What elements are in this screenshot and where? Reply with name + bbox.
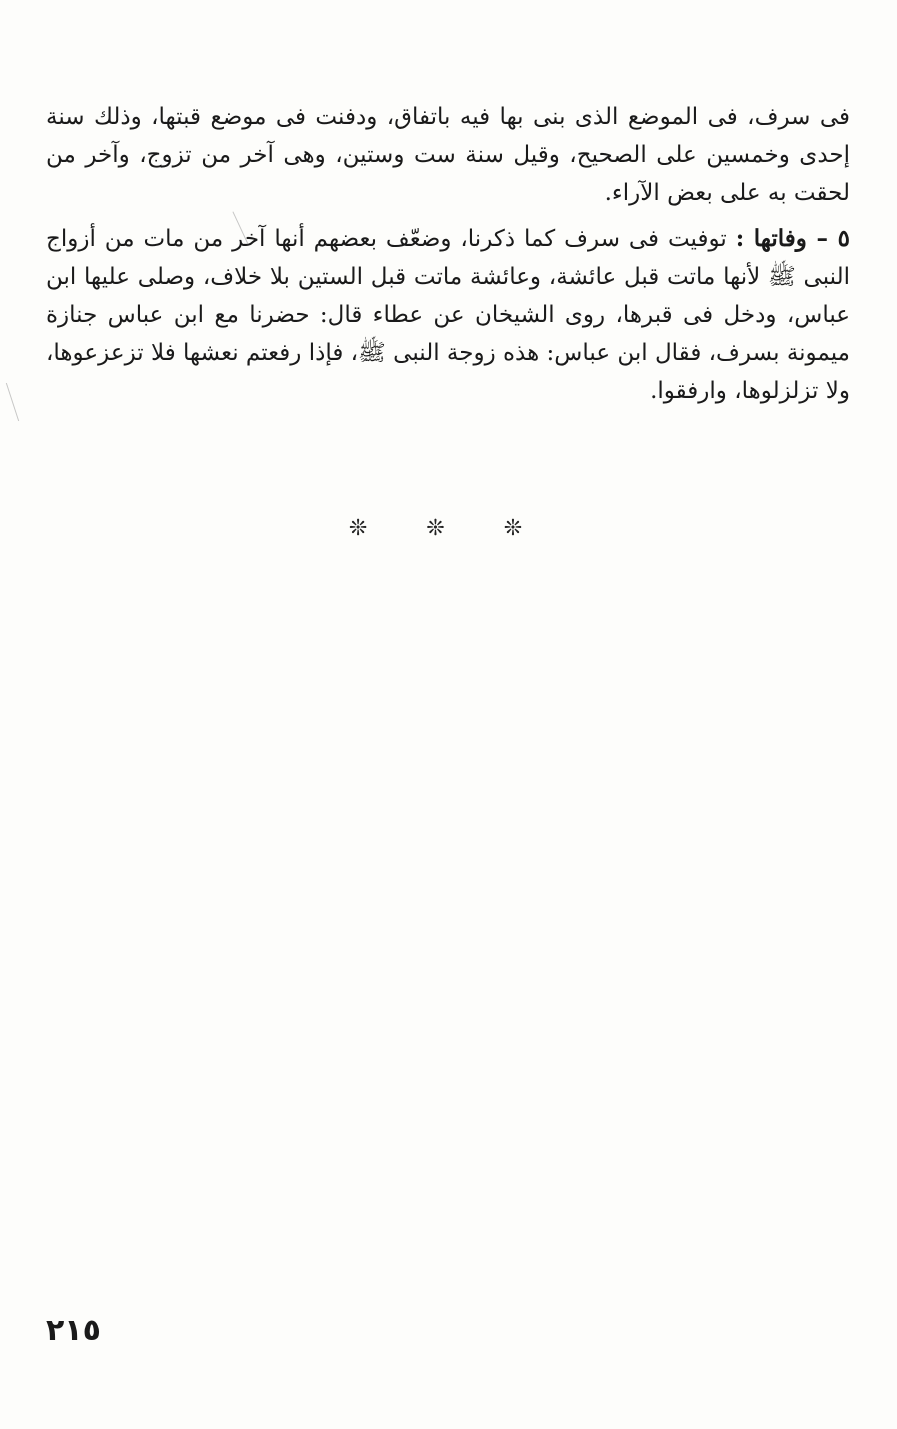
paragraph-2-text: توفيت فى سرف كما ذكرنا، وضعّف بعضهم أنها آخر من مات من أزواج النبى ﷺ لأنها ماتت قبل عائشة، وعائشة ماتت قبل الستين بلا خلاف، وصلى عليها ابن عباس، ودخل فى قبرها، روى الشيخان عن عطاء قال: حضرنا مع ابن عباس جنازة ميمونة بسرف، فقال ابن عباس: هذه زوجة النبى ﷺ، فإذا رفعتم نعشها فلا تزعزعوها، ولا تزلزلوها، وارفقوا.	[45, 226, 850, 404]
page-number: ٢١٥	[46, 1313, 101, 1348]
paragraph-1-text: فى سرف، فى الموضع الذى بنى بها فيه باتفاق، ودفنت فى موضع قبتها، وذلك سنة إحدى وخمسين على الصحيح، وقيل سنة ست وستين، وهى آخر من تزوج، وآخر من لحقت به على بعض الآراء.	[46, 104, 850, 206]
scan-mark	[6, 383, 19, 421]
paragraph-1	[46, 98, 850, 212]
section-separator: ❊ ❊ ❊	[348, 516, 549, 541]
paragraph-2	[46, 220, 850, 410]
page-body	[46, 98, 850, 410]
section-heading-death: ٥ – وفاتها :	[735, 225, 850, 252]
